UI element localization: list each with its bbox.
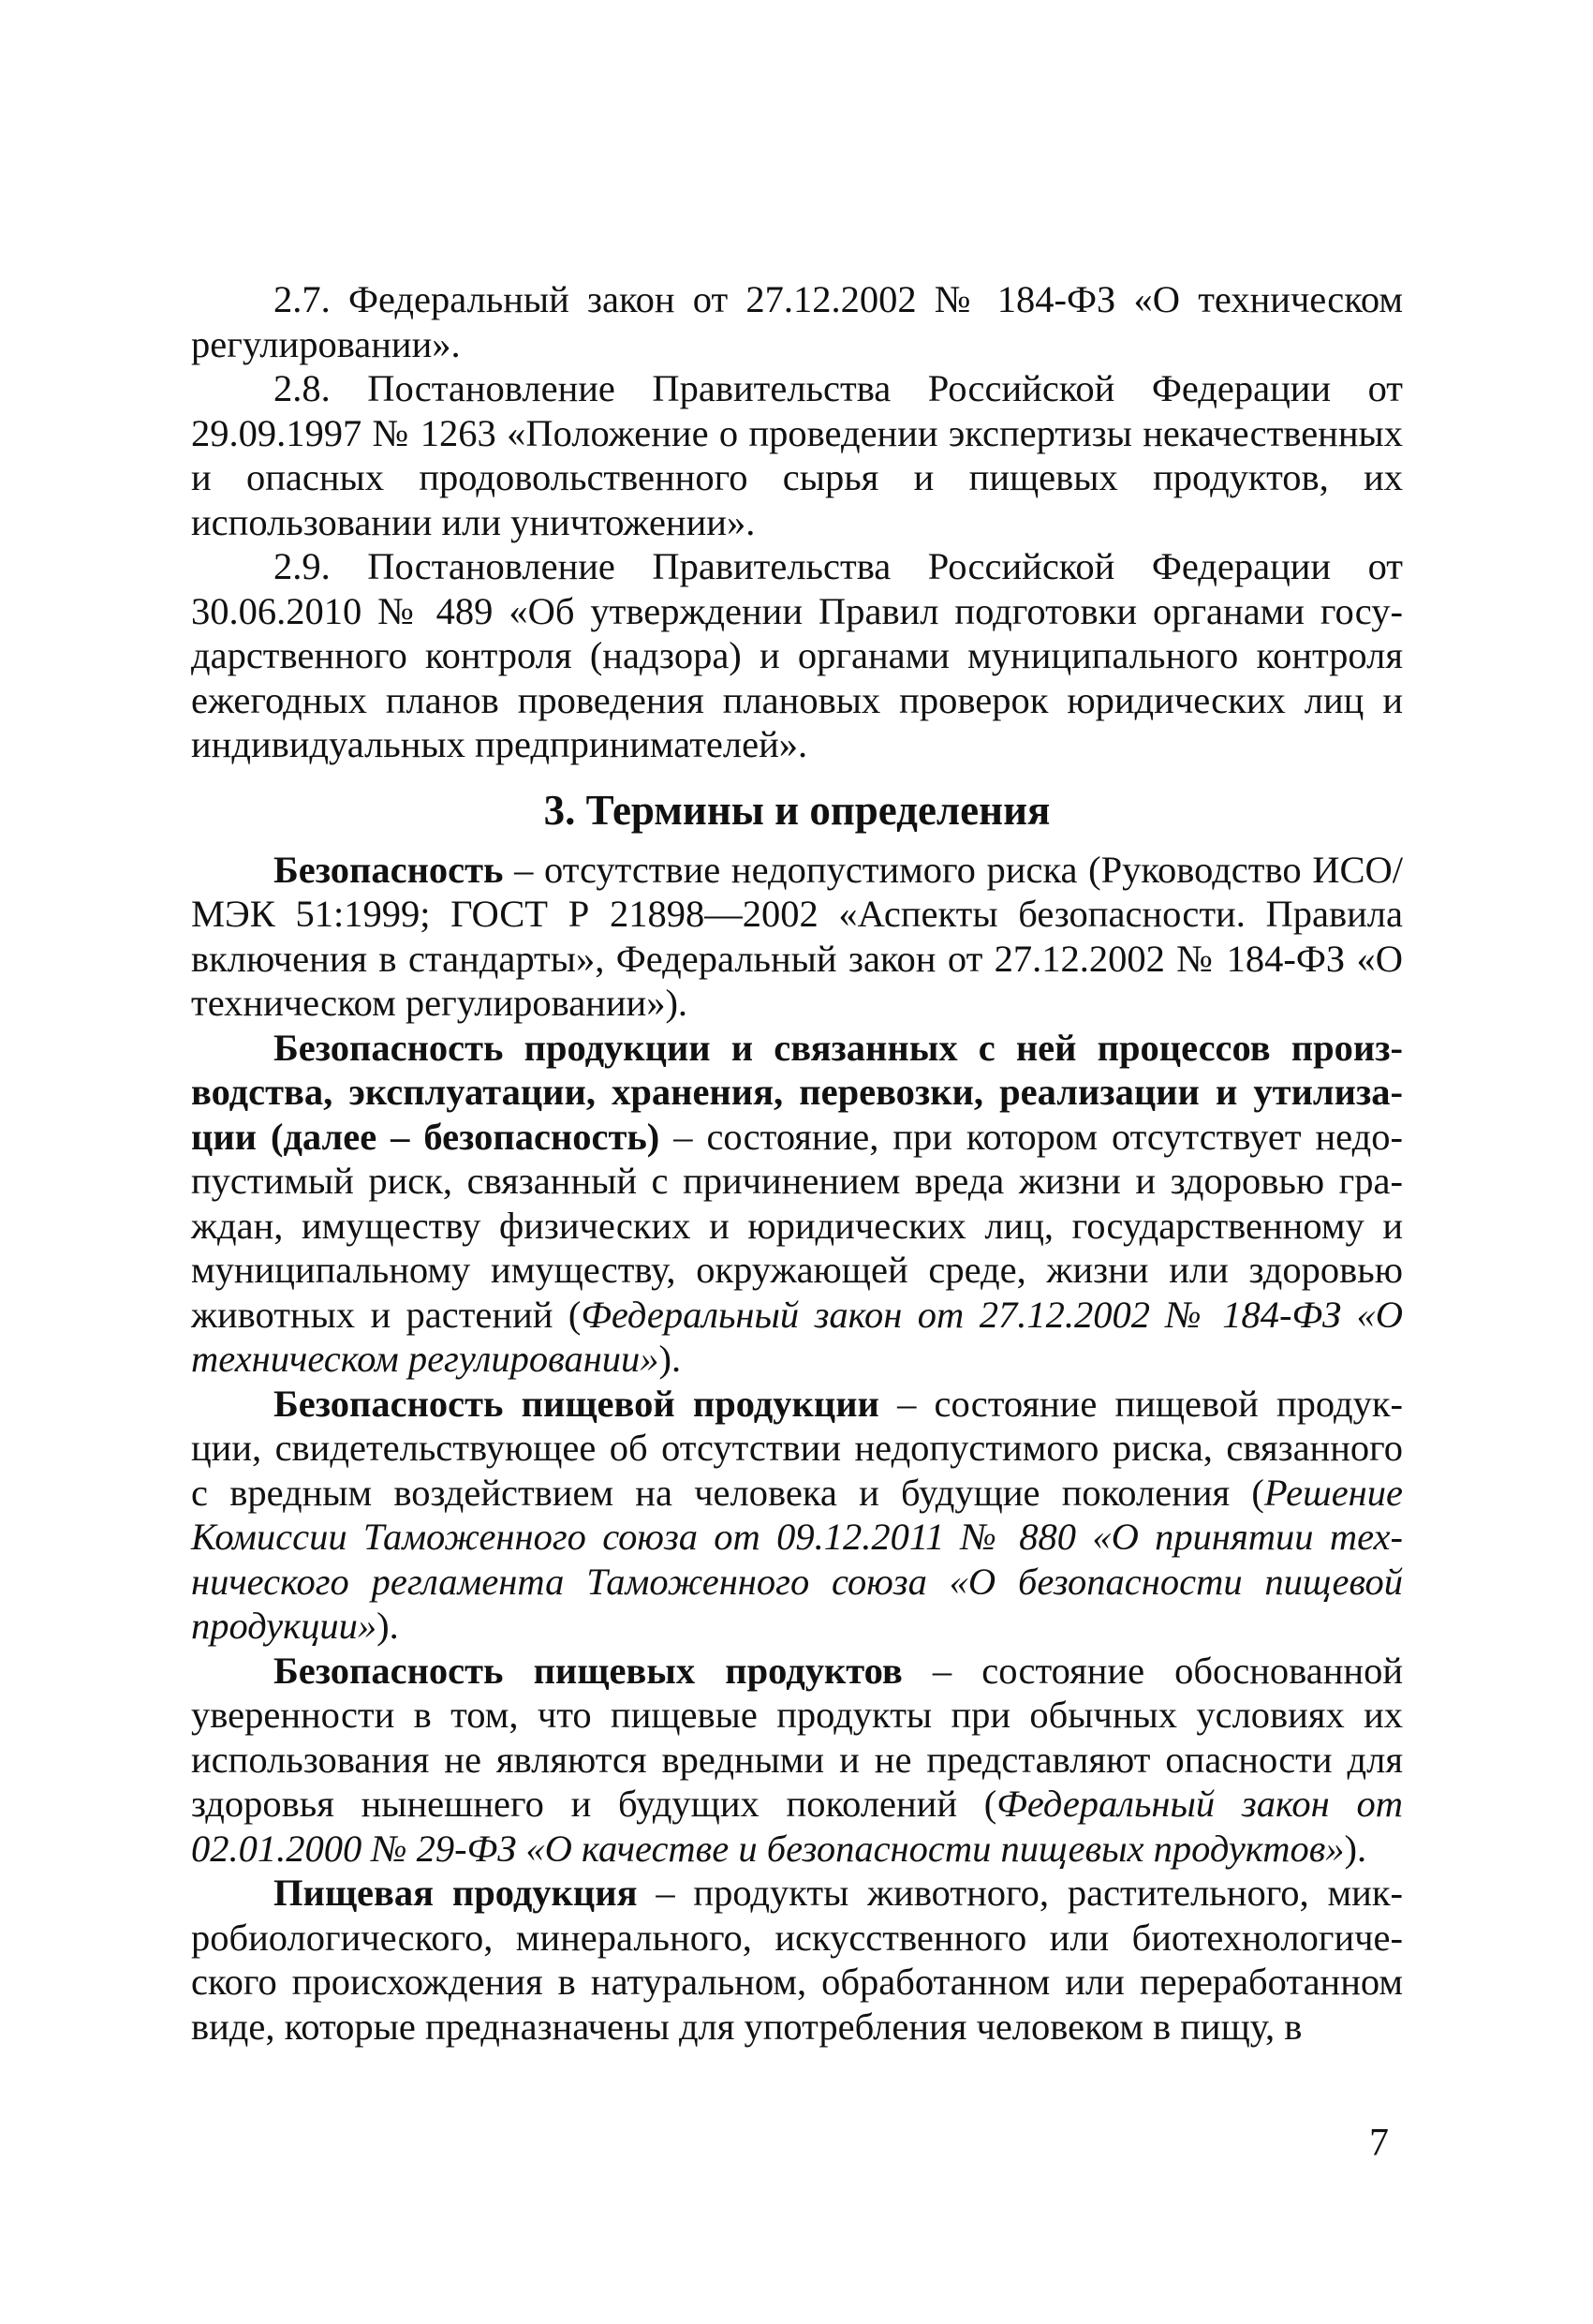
definition-term: Безопасность: [273, 848, 504, 891]
definition-body: – отсутствие недопустимого риска (Руководство ИСО/МЭК 51:1999; ГОСТ Р 21898—2002 «Аспекты безопасности. Правила включения в стандарты», Федеральный закон от 27.12.2002 № 184-ФЗ «О техническом регулировании»).: [191, 848, 1403, 1024]
definition-term: Безопасность пищевой продукции: [273, 1382, 879, 1425]
definition-food-products: [191, 1871, 1403, 2049]
section-title: 3. Термины и определения: [543, 786, 1051, 834]
definition-source: Решение Комиссии Таможенного союза от 09.12.2011 № 880 «О принятии технического регламента Таможенного союза «О безопасности пищевой продукции»: [191, 1471, 1403, 1647]
definition-term: Безопасность продукции и связанных с ней процессов производства, эксплуатации, хранения, перевозки, реализации и утилизации (далее – безопасность): [191, 1026, 1403, 1158]
definition-food-product-safety: [191, 1382, 1403, 1649]
definition-safety: [191, 848, 1403, 1026]
definition-body: – продукты животного, растительного, микробиологического, минерального, искусственного или биотехнологического происхождения в натуральном, обработанном или переработанном виде, которые предназначены для употребления человеком в пищу, в: [191, 1872, 1403, 2048]
definition-tail: ).: [658, 1338, 682, 1380]
definition-tail: ).: [1344, 1827, 1367, 1870]
definition-product-safety: [191, 1026, 1403, 1382]
page-number: 7: [1369, 2122, 1389, 2165]
definition-source: Федеральный закон от 27.12.2002 № 184-ФЗ «О техническом регулировании»: [191, 1293, 1403, 1380]
definition-body: – состояние обоснованной уверенности в том, что пищевые продукты при обычных условиях их использования не являются вредными и не представляют опасности для здоровья нынешнего и будущих поколений (: [191, 1649, 1403, 1825]
document-page: [191, 277, 1403, 2049]
definition-tail: ).: [376, 1605, 399, 1647]
definition-source: Федеральный закон от 02.01.2000 № 29-ФЗ «О качестве и безопасности пищевых продуктов»: [191, 1783, 1403, 1870]
definition-food-safety: [191, 1649, 1403, 1872]
definition-body: – состояние пищевой продукции, свидетельствующее об отсутствии недопустимого риска, связанного с вредным воздействием на человека и будущие поколения (: [191, 1382, 1404, 1514]
definition-term: Безопасность пищевых продуктов: [273, 1649, 903, 1692]
definition-term: Пищевая продукция: [273, 1872, 638, 1914]
clause-2-9: 2.9. Постановление Правительства Российской Федерации от 30.06.2010 № 489 «Об утверждении Правил подготовки органами государственного контроля (надзора) и органами муниципального контроля ежегодных планов проведения плановых проверок юридических лиц и индивидуальных предпринимателей».: [191, 545, 1403, 765]
clause-2-8: 2.8. Постановление Правительства Российской Федерации от 29.09.1997 № 1263 «Положение о проведении экспертизы некачественных и опасных продовольственного сырья и пищевых продуктов, их использовании или уничтожении».: [191, 367, 1403, 543]
clause-2-7: 2.7. Федеральный закон от 27.12.2002 № 184-ФЗ «О техническом регулировании».: [191, 278, 1403, 365]
definition-body: – состояние, при котором отсутствует недопустимый риск, связанный с причинением вреда жизни и здоровью граждан, имуществу физических и юридических лиц, государственному и муниципальному имуществу, окружающей среде, жизни или здоровью животных и растений (: [191, 1115, 1403, 1336]
